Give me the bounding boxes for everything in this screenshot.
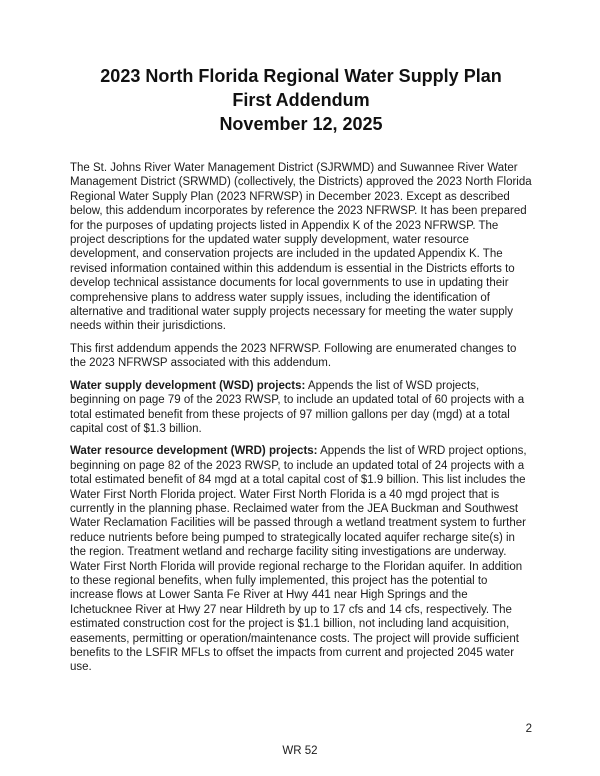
- wsd-projects-paragraph: [70, 379, 532, 437]
- wsd-paragraph-lead: Water supply development (WSD) projects:: [70, 379, 306, 392]
- document-title-line-2: First Addendum: [232, 90, 370, 110]
- wsd-paragraph-text: Appends the list of WSD projects, beginning on page 79 of the 2023 RWSP, to include an updated total of 60 projects with a total estimated benefit from these projects of 97 million gallons per day (mgd) at a total capital cost of $1.3 billion.: [70, 379, 525, 435]
- wrd-paragraph-lead: Water resource development (WRD) projects:: [70, 445, 318, 458]
- document-body: [70, 161, 532, 675]
- footer-document-code: WR 52: [282, 745, 318, 757]
- document-title-line-1: 2023 North Florida Regional Water Supply Plan: [100, 66, 502, 86]
- page-content: [70, 0, 532, 683]
- page-number: 2: [525, 723, 532, 735]
- addendum-summary-paragraph: This first addendum appends the 2023 NFRWSP. Following are enumerated changes to the 2023 NFRWSP associated with this addendum.: [70, 342, 517, 370]
- wrd-paragraph-text: Appends the list of WRD project options, beginning on page 82 of the 2023 RWSP, to include an updated total of 24 projects with a total estimated benefit of 84 mgd at a total capital cost of $1.9 billion. This list includes the Water First North Florida project. Water First North Florida is a 40 mgd project that is currently in the planning phase. Reclaimed water from the JEA Buckman and Southwest Water Reclamation Facilities will be passed through a wetland treatment system to further reduce nutrients before being pumped to strategically located aquifer recharge site(s) in the region. Treatment wetland and recharge facility siting investigations are underway. Water First North Florida will provide regional recharge to the Floridan aquifer. In addition to these regional benefits, when fully implemented, this project has the potential to increase flows at Lower Santa Fe River at Hwy 441 near High Springs and the Ichetucknee River at Hwy 27 near Hildreth by up to 17 cfs and 14 cfs, respectively. The estimated construction cost for the project is $1.1 billion, not including land acquisition, easements, permitting or operation/maintenance costs. The project will provide sufficient benefits to the LSFIR MFLs to offset the impacts from current and projected 2045 water use.: [70, 445, 527, 674]
- intro-paragraph: The St. Johns River Water Management District (SJRWMD) and Suwannee River Water Management District (SRWMD) (collectively, the Districts) approved the 2023 North Florida Regional Water Supply Plan (2023 NFRWSP) in December 2023. Except as described below, this addendum incorporates by reference the 2023 NFRWSP. It has been prepared for the purposes of updating projects listed in Appendix K of the 2023 NFRWSP. The project descriptions for the updated water supply development, water resource development, and conservation projects are included in the updated Appendix K. The revised information contained within this addendum is essential in the Districts efforts to develop technical assistance documents for local governments to use in updating their comprehensive plans to address water supply issues, including the identification of alternative and traditional water supply projects necessary for meeting the water supply needs within their jurisdictions.: [70, 162, 532, 333]
- wrd-projects-paragraph: [70, 444, 532, 675]
- document-title-line-3: November 12, 2025: [219, 114, 383, 134]
- document-title: [70, 64, 532, 136]
